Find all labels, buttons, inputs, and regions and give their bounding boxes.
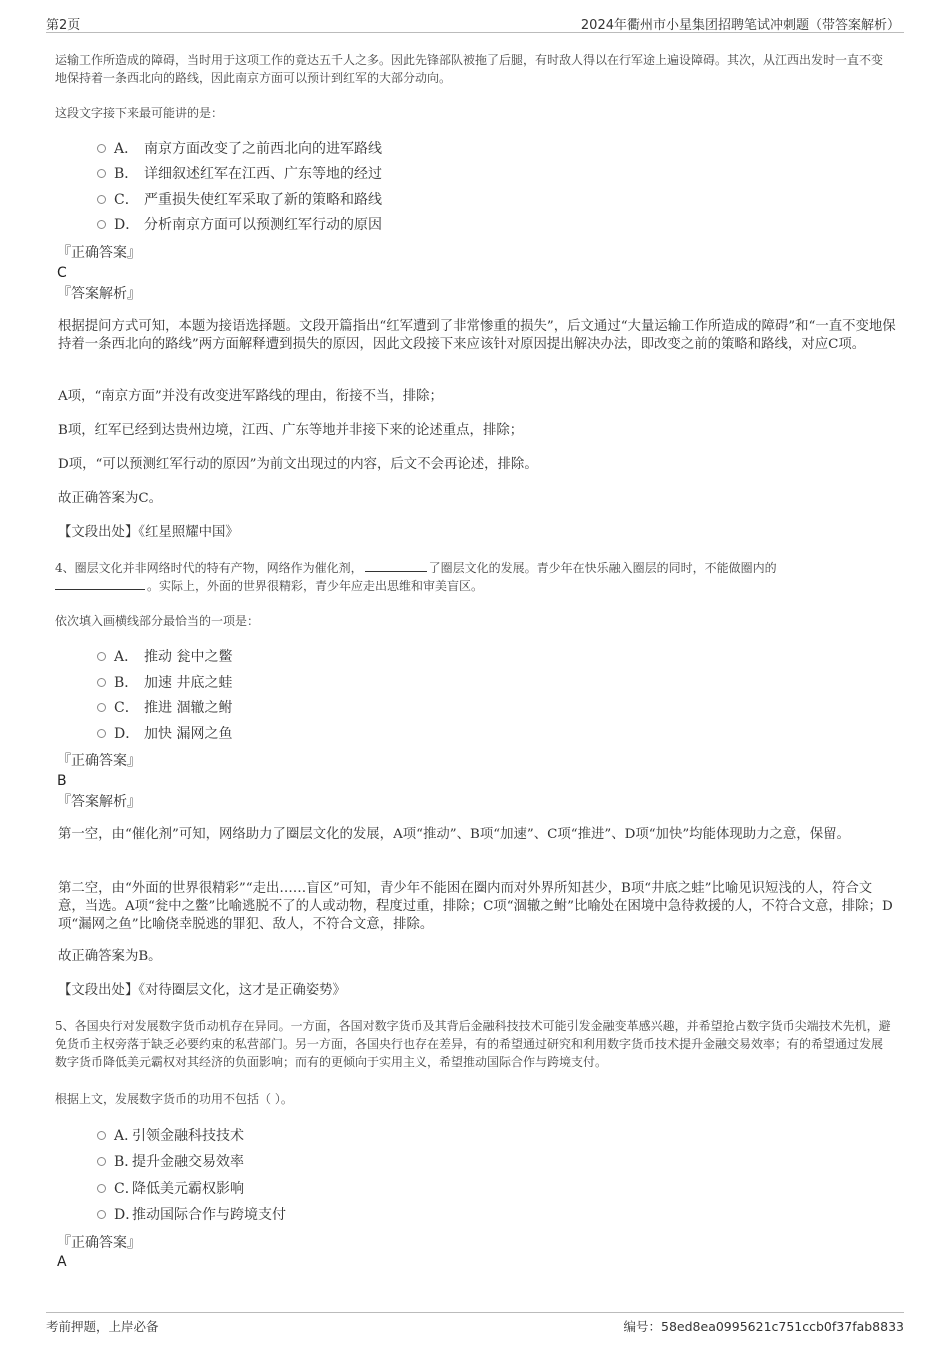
q5-option-b[interactable]: B．提升金融交易效率 — [97, 1151, 857, 1173]
q3-option-d[interactable]: D． 分析南京方面可以预测红军行动的原因 — [97, 214, 857, 236]
q3-passage: 运输工作所造成的障碍，当时用于这项工作的竟达五千人之多。因此先锋部队被拖了后腿，有时敌人得以在行军途上遍设障碍。其次，从江西出发时一直不变地保持着一条西北向的路线，因此南京方面可以预计到红军的大部分动向。 — [55, 53, 884, 85]
q4-answer: B — [57, 773, 67, 789]
q3-option-b[interactable]: B． 详细叙述红军在江西、广东等地的经过 — [97, 163, 857, 185]
q3-analysis-4: D项，“可以预测红军行动的原因”为前文出现过的内容，后文不会再论述，排除。 — [58, 457, 538, 472]
radio-icon[interactable] — [97, 729, 106, 738]
radio-icon[interactable] — [97, 1131, 106, 1140]
radio-icon[interactable] — [97, 220, 106, 229]
q3-analysis-3: B项，红军已经到达贵州边境，江西、广东等地并非接下来的论述重点，排除； — [58, 423, 524, 438]
q4-option-a[interactable]: A． 推动 瓮中之鳖 — [97, 646, 857, 668]
q5-option-a[interactable]: A．引领金融科技技术 — [97, 1125, 857, 1147]
q4-analysis-2: 第二空，由“外面的世界很精彩”“走出……盲区”可知，青少年不能困在圈内而对外界所知甚少，B项“井底之蛙”比喻见识短浅的人，符合文意，当选。A项“瓮中之鳖”比喻逃脱不了的人或动物，程度过重，排除；C项“涸辙之鲋”比喻处在困境中急待救援的人，不符合文意，排除；D项“漏网之鱼”比喻侥幸脱逃的罪犯、敌人，不符合文意，排除。 — [58, 881, 893, 932]
radio-icon[interactable] — [97, 169, 106, 178]
q3-analysis-label: 『答案解析』 — [57, 286, 141, 302]
q5-option-c[interactable]: C．降低美元霸权影响 — [97, 1178, 857, 1200]
footer-slogan: 考前押题，上岸必备 — [46, 1319, 159, 1334]
q4-option-c[interactable]: C． 推进 涸辙之鲋 — [97, 697, 857, 719]
radio-icon[interactable] — [97, 1184, 106, 1193]
radio-icon[interactable] — [97, 1210, 106, 1219]
q3-analysis-1: 根据提问方式可知，本题为接语选择题。文段开篇指出“红军遭到了非常惨重的损失”，后文通过“大量运输工作所造成的障碍”和“一直不变地保持着一条西北向的路线”两方面解释遭到损失的原因，因此文段接下来应该针对原因提出解决办法，即改变之前的策略和路线，对应C项。 — [58, 319, 896, 352]
page-number: 第2页 — [46, 18, 81, 33]
radio-icon[interactable] — [97, 144, 106, 153]
fill-blank-2 — [55, 577, 145, 590]
fill-blank-1 — [365, 559, 427, 572]
q3-analysis-5: 故正确答案为C。 — [58, 491, 162, 506]
radio-icon[interactable] — [97, 1157, 106, 1166]
q3-option-a[interactable]: A． 南京方面改变了之前西北向的进军路线 — [97, 138, 857, 160]
radio-icon[interactable] — [97, 703, 106, 712]
q3-analysis-2: A项，“南京方面”并没有改变进军路线的理由，衔接不当，排除； — [58, 389, 443, 404]
q4-answer-label: 『正确答案』 — [57, 753, 141, 769]
radio-icon[interactable] — [97, 652, 106, 661]
q3-answer-label: 『正确答案』 — [57, 245, 141, 261]
document-title: 2024年衢州市小星集团招聘笔试冲刺题（带答案解析） — [580, 18, 900, 33]
radio-icon[interactable] — [97, 678, 106, 687]
page-footer — [46, 1312, 904, 1337]
q4-analysis-1: 第一空，由“催化剂”可知，网络助力了圈层文化的发展，A项“推动”、B项“加速”、C项“推进”、D项“加快”均能体现助力之意，保留。 — [58, 827, 850, 842]
q5-question: 根据上文，发展数字货币的功用不包括（ ）。 — [55, 1092, 293, 1106]
q4-analysis-3: 故正确答案为B。 — [58, 949, 162, 964]
q4-passage: 4、圈层文化并非网络时代的特有产物，网络作为催化剂， 了圈层文化的发展。青少年在快乐融入圈层的同时，不能做圈内的 。实际上，外面的世界很精彩，青少年应走出思维和审美盲区。 — [55, 561, 777, 593]
q5-passage: 5、各国央行对发展数字货币动机存在异同。一方面，各国对数字货币及其背后金融科技技术可能引发金融变革感兴趣，并希望抢占数字货币尖端技术先机，避免货币主权旁落于缺乏必要约束的私营部门。另一方面，各国央行也存在差异，有的希望通过研究和利用数字货币技术提升金融交易效率；有的希望通过发展数字货币降低美元霸权对其经济的负面影响；而有的更倾向于实用主义，希望推动国际合作与跨境支付。 — [55, 1019, 891, 1069]
page-header — [46, 12, 904, 33]
q3-option-c[interactable]: C． 严重损失使红军采取了新的策略和路线 — [97, 189, 857, 211]
q4-option-b[interactable]: B． 加速 井底之蛙 — [97, 672, 857, 694]
q4-option-d[interactable]: D． 加快 漏网之鱼 — [97, 723, 857, 745]
document-id: 编号：58ed8ea0995621c751ccb0f37fab8833 — [623, 1319, 904, 1334]
q3-source: 【文段出处】《红星照耀中国》 — [58, 525, 239, 540]
q4-analysis-label: 『答案解析』 — [57, 794, 141, 810]
radio-icon[interactable] — [97, 195, 106, 204]
q5-answer: A — [57, 1254, 67, 1270]
q3-question: 这段文字接下来最可能讲的是： — [55, 106, 224, 120]
q3-answer: C — [57, 265, 67, 281]
q5-answer-label: 『正确答案』 — [57, 1235, 141, 1251]
q4-question: 依次填入画横线部分最恰当的一项是： — [55, 614, 260, 628]
q4-source: 【文段出处】《对待圈层文化，这才是正确姿势》 — [58, 983, 346, 998]
q5-option-d[interactable]: D．推动国际合作与跨境支付 — [97, 1204, 857, 1226]
